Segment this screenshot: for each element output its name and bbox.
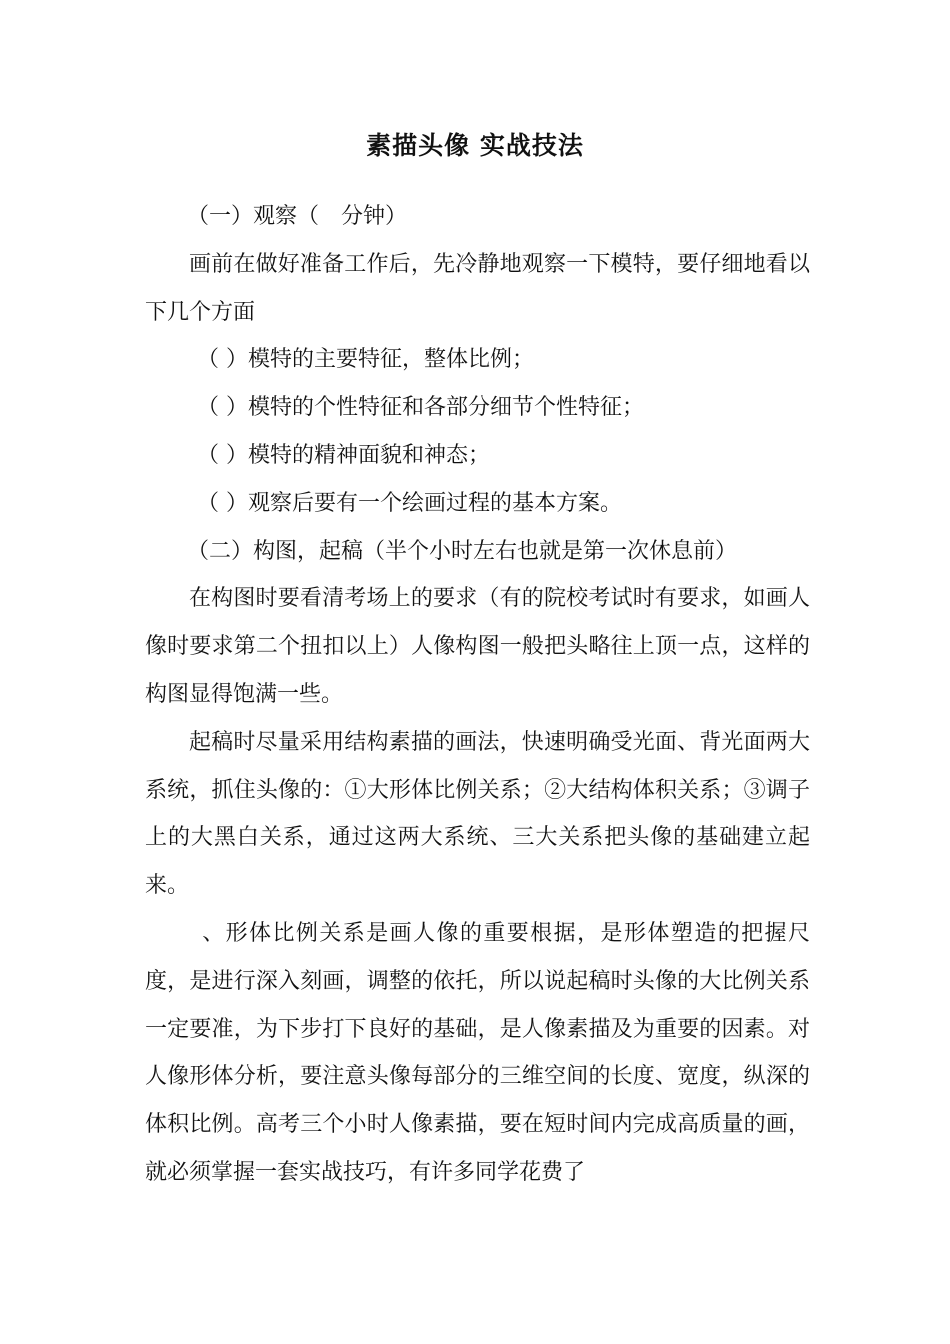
intro-paragraph: 画前在做好准备工作后，先冷静地观察一下模特，要仔细地看以下几个方面 bbox=[145, 251, 810, 325]
body-paragraph: 在构图时要看清考场上的要求（有的院校考试时有要求，如画人像时要求第二个扭扣以上）人像构图一般把头略往上顶一点，这样的构图显得饱满一些。 bbox=[145, 586, 810, 707]
section-heading-observe: （一）观察（ 分钟） bbox=[187, 204, 408, 229]
list-item: （ ）观察后要有一个绘画过程的基本方案。 bbox=[197, 490, 622, 516]
document-title: 素描头像 实战技法 bbox=[366, 131, 584, 160]
section-heading-composition: （二）构图，起稿（半个小时左右也就是第一次休息前） bbox=[187, 538, 738, 564]
list-item: （ ）模特的主要特征，整体比例； bbox=[197, 347, 534, 373]
list-item: （ ）模特的个性特征和各部分细节个性特征； bbox=[197, 395, 644, 421]
body-paragraph: 、形体比例关系是画人像的重要根据，是形体塑造的把握尺度，是进行深入刻画，调整的依托，所以说起稿时头像的大比例关系一定要准，为下步打下良好的基础，是人像素描及为重要的因素。对人像形体分析，要注意头像每部分的三维空间的长度、宽度，纵深的体积比例。高考三个小时人像素描，要在短时间内完成高质量的画，就必须掌握一套实战技巧，有许多同学花费了 bbox=[145, 920, 810, 1185]
document-body bbox=[145, 193, 810, 1197]
body-paragraph: 起稿时尽量采用结构素描的画法，快速明确受光面、背光面两大系统，抓住头像的：①大形体比例关系；②大结构体积关系；③调子上的大黑白关系，通过这两大系统、三大关系把头像的基础建立起来。 bbox=[145, 729, 810, 899]
list-item: （ ）模特的精神面貌和神态； bbox=[197, 442, 490, 468]
